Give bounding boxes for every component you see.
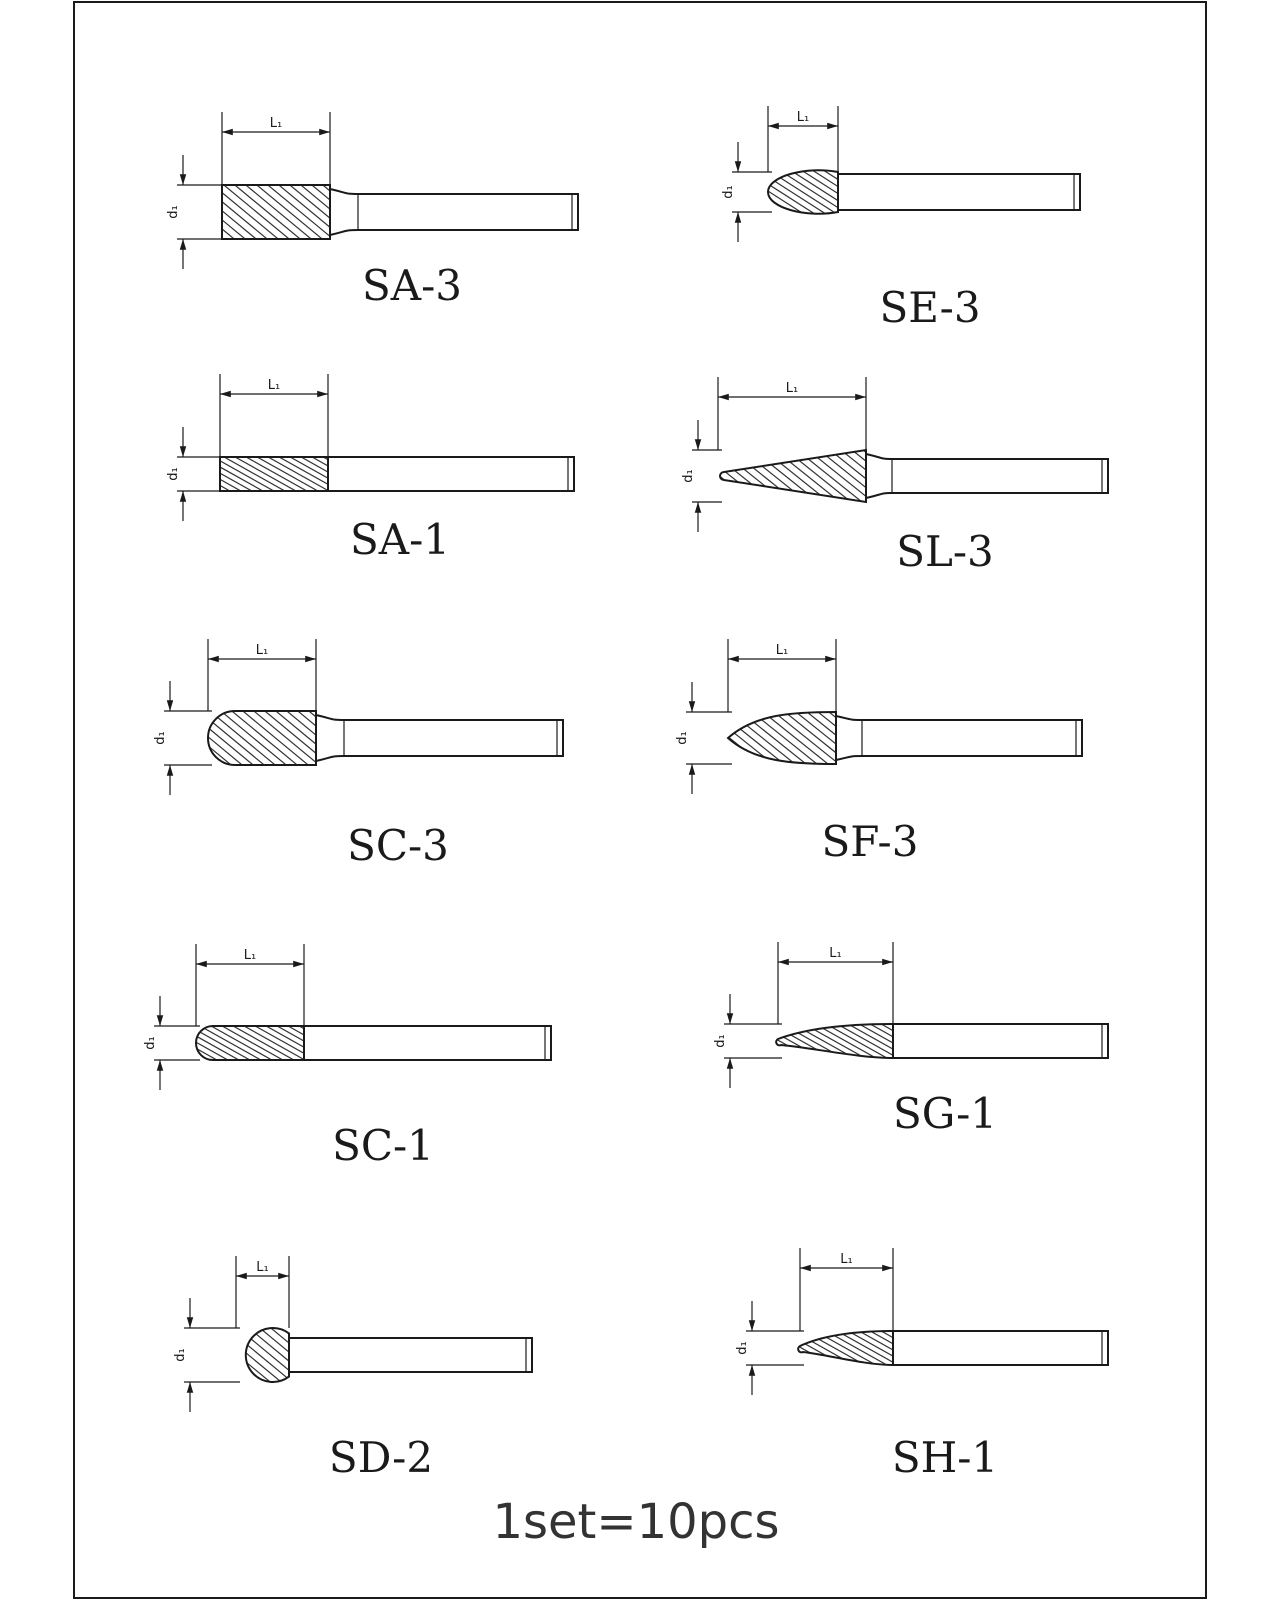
diameter-label: d₁: [713, 1034, 728, 1048]
burr-sh-1: [720, 1248, 1108, 1482]
length-label: L₁: [775, 643, 789, 658]
length-label: L₁: [840, 1252, 853, 1267]
burr-sc-3: [128, 639, 563, 870]
burr-name: SC-3: [347, 821, 449, 870]
burr-sg-1: [698, 942, 1108, 1138]
length-label: L₁: [829, 946, 842, 961]
diameter-label: d₁: [675, 731, 690, 745]
head-hatching: [156, 1324, 396, 1386]
burr-sl-3: [638, 377, 1108, 576]
burr-neck: [866, 454, 892, 498]
burr-shank: [344, 720, 563, 756]
length-label: L₁: [256, 1260, 269, 1275]
head-hatching: [142, 181, 437, 243]
diameter-label: d₁: [153, 731, 168, 745]
burr-shank: [892, 459, 1108, 493]
burr-neck: [836, 716, 862, 760]
burr-se-3: [688, 106, 1080, 332]
diameter-label: d₁: [681, 469, 696, 483]
burr-name: SC-1: [332, 1121, 434, 1170]
burr-shank: [862, 720, 1082, 756]
burr-neck: [316, 715, 344, 761]
burr-name: SA-3: [361, 261, 463, 310]
page-border: [74, 2, 1206, 1598]
burr-name: SH-1: [891, 1433, 999, 1482]
burr-shank: [289, 1338, 532, 1372]
burr-head: [208, 711, 316, 765]
burr-shank: [893, 1024, 1108, 1058]
diameter-label: d₁: [721, 185, 736, 199]
burr-sd-2: [156, 1256, 532, 1482]
diameter-label: d₁: [173, 1348, 188, 1362]
length-label: L₁: [267, 378, 281, 393]
burr-shank: [358, 194, 578, 230]
length-label: L₁: [255, 643, 269, 658]
burr-sa-3: [142, 112, 578, 310]
head-hatching: [648, 708, 943, 768]
burr-head: [196, 1026, 304, 1060]
diameter-label: d₁: [166, 205, 181, 219]
diameter-label: d₁: [166, 467, 181, 481]
burr-sc-1: [116, 944, 551, 1170]
length-label: L₁: [243, 948, 257, 963]
burr-name: SD-2: [328, 1433, 434, 1482]
length-label: L₁: [785, 381, 799, 396]
burr-name: SG-1: [892, 1089, 998, 1138]
footer-text: 1set=10pcs: [492, 1494, 780, 1550]
burr-shank: [328, 457, 574, 491]
burr-shank: [838, 174, 1080, 210]
burr-head: [728, 712, 836, 764]
diameter-label: d₁: [143, 1036, 158, 1050]
head-hatching: [140, 453, 435, 495]
burr-sa-1: [140, 374, 574, 564]
burr-shank: [304, 1026, 551, 1060]
head-hatching: [128, 707, 423, 769]
burr-name: SL-3: [896, 527, 994, 576]
burr-shank: [893, 1331, 1108, 1365]
burr-name: SE-3: [879, 283, 981, 332]
length-label: L₁: [796, 110, 810, 125]
burr-head: [220, 457, 328, 491]
length-label: L₁: [269, 116, 283, 131]
burr-head: [222, 185, 330, 239]
diameter-label: d₁: [735, 1341, 750, 1355]
burr-sf-3: [648, 639, 1082, 866]
burr-neck: [330, 189, 358, 235]
burr-name: SA-1: [349, 515, 451, 564]
burr-name: SF-3: [821, 817, 919, 866]
head-hatching: [116, 1022, 411, 1064]
